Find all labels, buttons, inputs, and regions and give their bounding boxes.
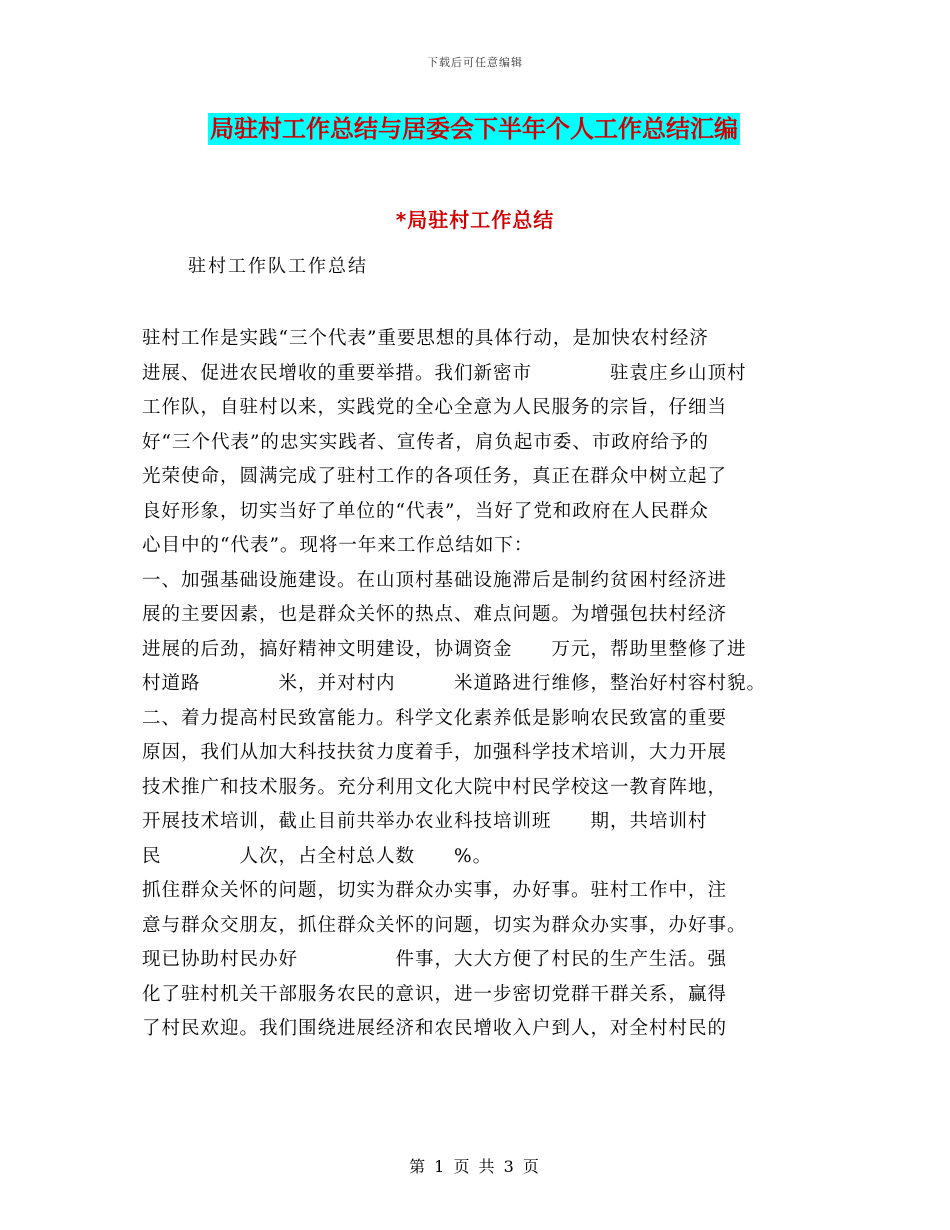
page-footer: 第 1 页 共 3 页 bbox=[409, 1157, 541, 1176]
text-line: 二、着力提高村民致富能力。科学文化素养低是影响农民致富的重要 bbox=[142, 707, 728, 729]
text-line: 意与群众交朋友，抓住群众关怀的问题，切实为群众办实事，办好事。 bbox=[142, 914, 747, 936]
body-text bbox=[142, 322, 822, 1047]
text-line: 好“三个代表”的忠实实践者、宣传者，肩负起市委、市政府给予的 bbox=[142, 431, 709, 453]
text-line: 工作队，自驻村以来，实践党的全心全意为人民服务的宗旨，仔细当 bbox=[142, 397, 728, 418]
page-header-note: 下载后可任意编辑 bbox=[427, 56, 523, 69]
text-line: 良好形象，切实当好了单位的“代表”，当好了党和政府在人民群众 bbox=[142, 500, 709, 522]
text-line: 一、加强基础设施建设。在山顶村基础设施滞后是制约贫困村经济进 bbox=[142, 569, 728, 591]
document-title: 局驻村工作总结与居委会下半年个人工作总结汇编 bbox=[210, 115, 738, 143]
text-line: 原因，我们从加大科技扶贫力度着手，加强科学技术培训，大力开展 bbox=[142, 742, 728, 763]
text-line: 进展的后劲，搞好精神文明建设，协调资金 万元，帮助里整修了进 bbox=[142, 638, 747, 660]
text-line: 村道路 米，并对村内 米道路进行维修，整治好村容村貌。 bbox=[142, 673, 767, 694]
section-title: *局驻村工作总结 bbox=[395, 208, 555, 232]
text-line: 开展技术培训，截止目前共举办农业科技培训班 期，共培训村 bbox=[142, 811, 708, 832]
text-line: 心目中的“代表”。现将一年来工作总结如下： bbox=[142, 535, 534, 556]
team-heading: 驻村工作队工作总结 bbox=[188, 256, 368, 277]
text-line: 驻村工作是实践“三个代表”重要思想的具体行动，是加快农村经济 bbox=[142, 328, 709, 349]
text-line: 了村民欢迎。我们围绕进展经济和农民增收入户到人，对全村村民的 bbox=[142, 1018, 728, 1039]
text-line: 光荣使命，圆满完成了驻村工作的各项任务，真正在群众中树立起了 bbox=[142, 466, 728, 487]
text-line: 化了驻村机关干部服务农民的意识，进一步密切党群干群关系，赢得 bbox=[142, 983, 728, 1005]
text-line: 技术推广和技术服务。充分利用文化大院中村民学校这一教育阵地， bbox=[142, 776, 728, 798]
text-line: 抓住群众关怀的问题，切实为群众办实事，办好事。驻村工作中，注 bbox=[142, 880, 728, 901]
text-line: 进展、促进农民增收的重要举措。我们新密市 驻袁庄乡山顶村 bbox=[142, 362, 747, 384]
text-line: 民 人次，占全村总人数 %。 bbox=[142, 845, 493, 867]
text-line: 现已协助村民办好 件事，大大方便了村民的生产生活。强 bbox=[142, 949, 728, 970]
text-line: 展的主要因素，也是群众关怀的热点、难点问题。为增强包扶村经济 bbox=[142, 604, 728, 625]
